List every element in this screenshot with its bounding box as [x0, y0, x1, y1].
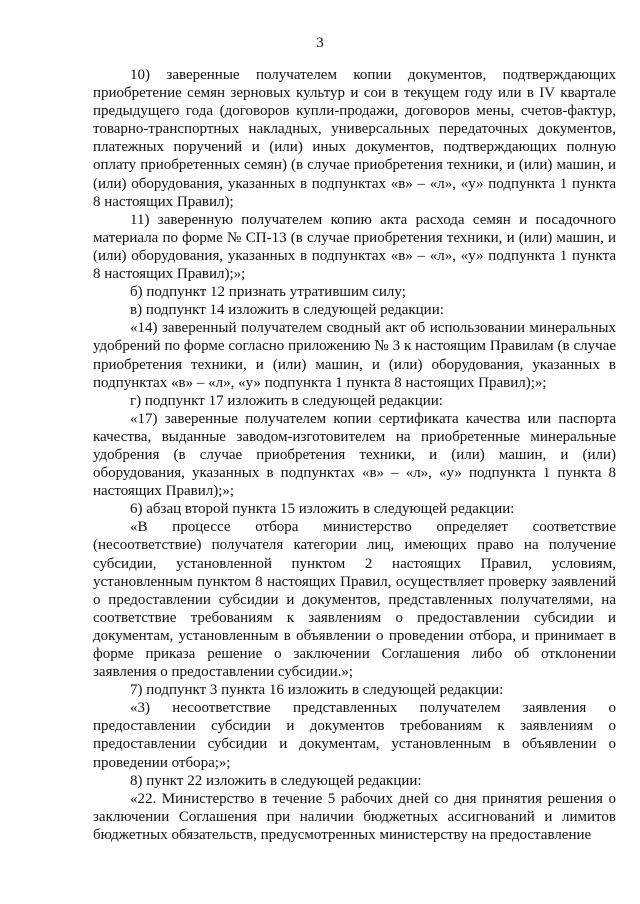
paragraph-amendment-7: 7) подпункт 3 пункта 16 изложить в следующей редакции:: [130, 682, 504, 699]
paragraph-item-14: «14) заверенный получателем сводный акт об использовании минеральных удобрений по форме согласно приложению № 3 к настоящим Правилам (в случае приобретения техники, и (или) машин, и (или) оборудования, указанных в подпунктах «в» – «л», «у» подпункта 1 пункта 8 настоящих Правил);»;: [93, 320, 616, 391]
paragraph-amendment-6: 6) абзац второй пункта 15 изложить в следующей редакции:: [130, 501, 515, 518]
page-number: 3: [316, 35, 324, 51]
paragraph-amendment-8: 8) пункт 22 изложить в следующей редакции:: [130, 772, 422, 789]
paragraph-amendment-b: б) подпункт 12 признать утратившим силу;: [130, 284, 406, 301]
paragraph-amendment-g: г) подпункт 17 изложить в следующей редакции:: [130, 392, 443, 409]
paragraph-selection-process: «В процессе отбора министерство определяет соответствие (несоответствие) получателя категории лиц, имеющих право на получение субсидии, установленной пунктом 2 настоящих Правил, условиям, установленным пунктом 8 настоящих Правил, осуществляет проверку заявлений о предоставлении субсидии и документов, представленных получателями, на соответствие требованиям к заявлениям о предоставлении субсидии и документам, установленным в объявлении о проведении отбора, и принимает в форме приказа решение о заключении Соглашения либо об отклонении заявления о предоставлении субсидии.»;: [93, 519, 616, 681]
paragraph-item-10: 10) заверенные получателем копии документов, подтверждающих приобретение семян зерновых культур и сои в текущем году или в IV квартале предыдущего года (договоров купли-продажи, договоров мены, счетов-фактур, товарно-транспортных накладных, универсальных передаточных документов, платежных поручений и (или) иных документов, подтверждающих полную оплату приобретенных семян) (в случае приобретения техники, и (или) машин, и (или) оборудования, указанных в подпунктах «в» – «л», «у» подпункта 1 пункта 8 настоящих Правил);: [93, 67, 616, 210]
paragraph-amendment-v: в) подпункт 14 изложить в следующей редакции:: [130, 302, 444, 319]
document-body: [93, 66, 616, 844]
paragraph-item-22: «22. Министерство в течение 5 рабочих дней со дня принятия решения о заключении Соглашения при наличии бюджетных ассигнований и лимитов бюджетных обязательств, предусмотренных министерству на предоставление: [93, 790, 616, 843]
paragraph-item-17: «17) заверенные получателем копии сертификата качества или паспорта качества, выданные заводом-изготовителем на приобретенные минеральные удобрения (в случае приобретения техники, и (или) машин, и (или) оборудования, указанных в подпунктах «в» – «л», «у» подпункта 1 пункта 8 настоящих Правил);»;: [93, 410, 616, 500]
paragraph-item-11: 11) заверенную получателем копию акта расхода семян и посадочного материала по форме № СП-13 (в случае приобретения техники, и (или) машин, и (или) оборудования, указанных в подпунктах «в» – «л», «у» подпункта 1 пункта 8 настоящих Правил);»;: [93, 211, 616, 283]
paragraph-item-3: «3) несоответствие представленных получателем заявления о предоставлении субсидии и документов требованиям к заявлениям о предоставлении субсидии и документам, установленным в объявлении о проведении отбора;»;: [93, 700, 616, 771]
